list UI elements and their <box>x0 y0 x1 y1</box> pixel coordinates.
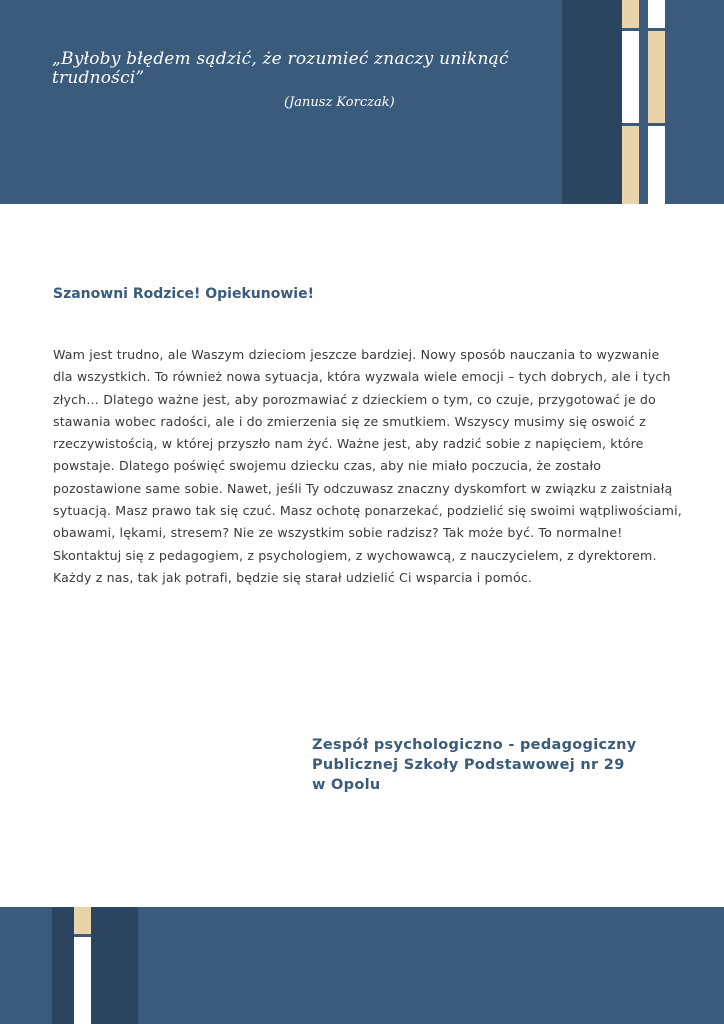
quote-line-2: trudności” <box>52 68 145 88</box>
header-dark-stripe <box>562 0 622 204</box>
letter-body <box>53 344 683 589</box>
paragraph-2: Skontaktuj się z pedagogiem, z psychologiem, z wychowawcą, z nauczycielem, z dyrektorem. Każdy z nas, tak jak potrafi, będzie się starał udzielić Ci wsparcia i pomóc. <box>53 547 657 585</box>
header-white-stripe-bottom <box>648 126 665 204</box>
paragraph-1: Wam jest trudno, ale Waszym dzieciom jeszcze bardziej. Nowy sposób nauczania to wyzwanie dla wszystkich. To również nowa sytuacja, która wyzwala wiele emocji – tych dobrych, ale i tych złych… Dlatego ważne jest, aby porozmawiać z dzieckiem o tym, co czuje, przygotować je do stawania wobec radości, ale i do zmierzenia się ze smutkiem. Wszyscy musimy się oswoić z rzeczywistością, w której przyszło nam żyć. Ważne jest, aby radzić sobie z napięciem, które powstaje. Dlatego poświęć swojemu dziecku czas, aby nie miało poczucia, że zostało pozostawione same sobie. Nawet, jeśli Ty odczuwasz znaczny dyskomfort w związku z zaistniałą sytuacją. Masz prawo tak się czuć. Masz ochotę ponarzekać, podzielić się swoimi wątpliwościami, obawami, lękami, stresem? Nie ze wszystkim sobie radzisz? Tak może być. To normalne! <box>53 347 682 541</box>
header-white-stripe-top <box>648 0 665 28</box>
footer-dark-stripe-right <box>91 907 138 1024</box>
signature-line-2: Publicznej Szkoły Podstawowej nr 29 <box>312 757 625 773</box>
footer-dark-stripe-left <box>52 907 74 1024</box>
signature-block <box>312 735 636 795</box>
header-tan-stripe-top <box>622 0 639 28</box>
footer-banner <box>0 907 724 1024</box>
header-white-stripe-mid <box>622 31 639 123</box>
quote-line-1: „Byłoby błędem sądzić, że rozumieć znaczy uniknąć <box>52 49 509 69</box>
greeting-heading: Szanowni Rodzice! Opiekunowie! <box>53 286 314 302</box>
signature-line-3: w Opolu <box>312 777 381 793</box>
header-tan-stripe-mid <box>648 31 665 123</box>
header-banner <box>0 0 724 204</box>
header-tan-stripe-bottom <box>622 126 639 204</box>
footer-tan-stripe <box>74 907 91 934</box>
footer-white-stripe <box>74 937 91 1024</box>
quote-author: (Janusz Korczak) <box>284 95 395 110</box>
quote-text <box>52 50 552 88</box>
signature-line-1: Zespół psychologiczno - pedagogiczny <box>312 737 637 753</box>
